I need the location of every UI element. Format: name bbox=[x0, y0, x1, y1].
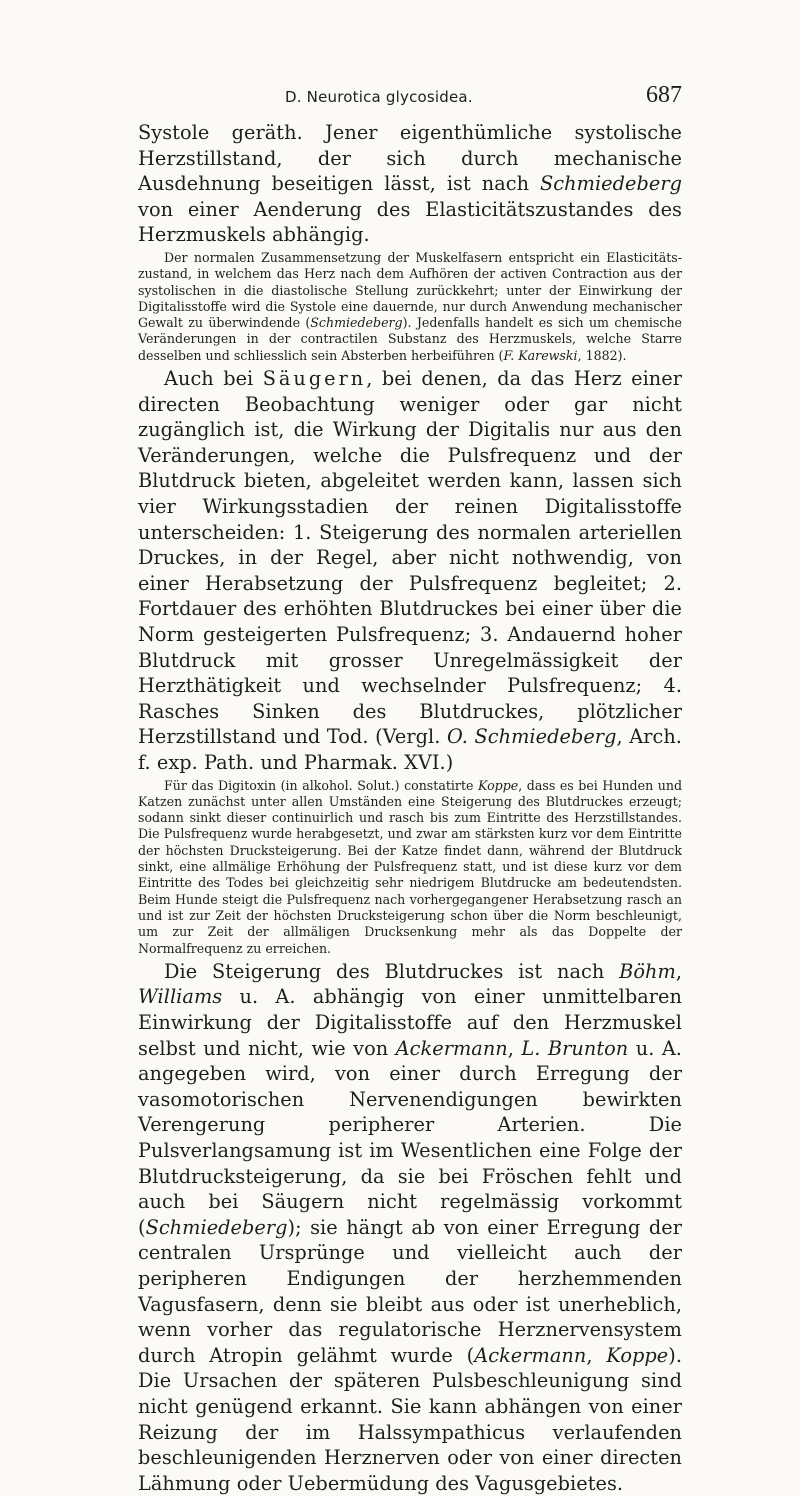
paragraph-4-small: Für das Digitoxin (in alkohol. Solut.) constatirte Koppe, dass es bei Hunden und Katzen zunächst unter allen Umständen eine Steigerung des Blutdruckes erzeugt; sodann sinkt dieser continuirlich und rasch bis zum Eintritte des Herzstillstandes. Die Pulsfrequenz wurde herabgesetzt, und zwar am stärksten kurz vor dem Eintritte der höchsten Drucksteigerung. Bei der Katze findet dann, während der Blutdruck sinkt, eine allmälige Erhöhung der Pulsfrequenz statt, und ist diese kurz vor dem Eintritte des Todes bei gleichzeitig sehr niedrigem Blutdrucke am bedeutendsten. Beim Hunde steigt die Pulsfrequenz nach vorhergegangener Herabsetzung rasch an und ist zur Zeit der höchsten Drucksteigerung schon über die Norm beschleunigt, um zur Zeit der allmäligen Drucksenkung mehr als das Doppelte der Normalfrequenz zu erreichen. bbox=[138, 777, 682, 956]
page-number: 687 bbox=[646, 82, 682, 108]
author-ref: Koppe bbox=[606, 1343, 669, 1367]
paragraph-1: Systole geräth. Jener eigenthümliche systolische Herzstillstand, der sich durch mechanische Ausdehnung beseitigen lässt, ist nach Schmiedeberg von einer Aenderung des Elasticitätszustandes des Herzmuskels abhängig. bbox=[138, 121, 682, 247]
author-ref: Koppe bbox=[478, 777, 519, 793]
author-ref: O. Schmiedeberg bbox=[447, 725, 617, 749]
author-ref: F. Karewski bbox=[503, 347, 578, 363]
page-header bbox=[138, 82, 682, 120]
author-ref: L. Brunton bbox=[521, 1036, 629, 1060]
author-ref: Schmiedeberg bbox=[145, 1215, 288, 1239]
paragraph-2-small: Der normalen Zusammensetzung der Muskelfasern entspricht ein Elasticitätszustand, in welchem das Herz nach dem Aufhören der activen Contraction aus der systolischen in die diastolische Stellung zurückkehrt; unter der Einwirkung der Digitalisstoffe wird die Systole eine dauernde, nur durch Anwendung mechanischer Gewalt zu überwindende (Schmiedeberg). Jedenfalls handelt es sich um chemische Veränderungen in der contractilen Substanz des Herzmuskels, welche Starre desselben und schliesslich sein Absterben herbeiführen (F. Karewski, 1882). bbox=[138, 249, 683, 363]
paragraph-5: Die Steigerung des Blutdruckes ist nach Böhm, Williams u. A. abhängig von einer unmittelbaren Einwirkung der Digitalisstoffe auf den Herzmuskel selbst und nicht, wie von Ackermann, L. Brunton u. A. angegeben wird, von einer durch Erregung der vasomotorischen Nervenendigungen bewirkten Verengerung peripherer Arterien. Die Pulsverlangsamung ist im Wesentlichen eine Folge der Blutdrucksteigerung, da sie bei Fröschen fehlt und auch bei Säugern nicht regelmässig vorkommt (Schmiedeberg); sie hängt ab von einer Erregung der centralen Ursprünge und vielleicht auch der peripheren Endigungen der herzhemmenden Vagusfasern, denn sie bleibt aus oder ist unerheblich, wenn vorher das regulatorische Herznervensystem durch Atropin gelähmt wurde (Ackermann, Koppe). Die Ursachen der späteren Pulsbeschleunigung sind nicht genügend erkannt. Sie kann abhängen von einer Reizung der im Halssympathicus verlaufenden beschleunigenden Herznerven oder von einer directen Lähmung oder Uebermüdung des Vagusgebietes. bbox=[138, 959, 683, 1495]
running-title: D. Neurotica glycosidea. bbox=[285, 88, 473, 106]
author-ref: Schmiedeberg bbox=[540, 172, 682, 196]
author-ref: Böhm bbox=[619, 959, 676, 983]
author-ref: Ackermann bbox=[395, 1036, 508, 1060]
spaced-word: Säugern bbox=[262, 367, 367, 391]
author-ref: Williams bbox=[138, 985, 223, 1009]
author-ref: Ackermann bbox=[474, 1343, 587, 1367]
book-page bbox=[138, 82, 683, 1496]
paragraph-3: Auch bei Säugern, bei denen, da das Herz einer directen Beobachtung weniger oder gar nicht zugänglich ist, die Wirkung der Digitalis nur aus den Veränderungen, welche die Pulsfrequenz und der Blutdruck bieten, abgeleitet werden kann, lassen sich vier Wirkungsstadien der reinen Digitalisstoffe unterscheiden: 1. Steigerung des normalen arteriellen Druckes, in der Regel, aber nicht nothwendig, von einer Herabsetzung der Pulsfrequenz begleitet; 2. Fortdauer des erhöhten Blutdruckes bei einer über die Norm gesteigerten Pulsfrequenz; 3. Andauernd hoher Blutdruck mit grosser Unregelmässigkeit der Herzthätigkeit und wechselnder Pulsfrequenz; 4. Rasches Sinken des Blutdruckes, plötzlicher Herzstillstand und Tod. (Vergl. O. Schmiedeberg, Arch. f. exp. Path. und Pharmak. XVI.) bbox=[138, 367, 682, 774]
author-ref: Schmiedeberg bbox=[310, 315, 403, 331]
